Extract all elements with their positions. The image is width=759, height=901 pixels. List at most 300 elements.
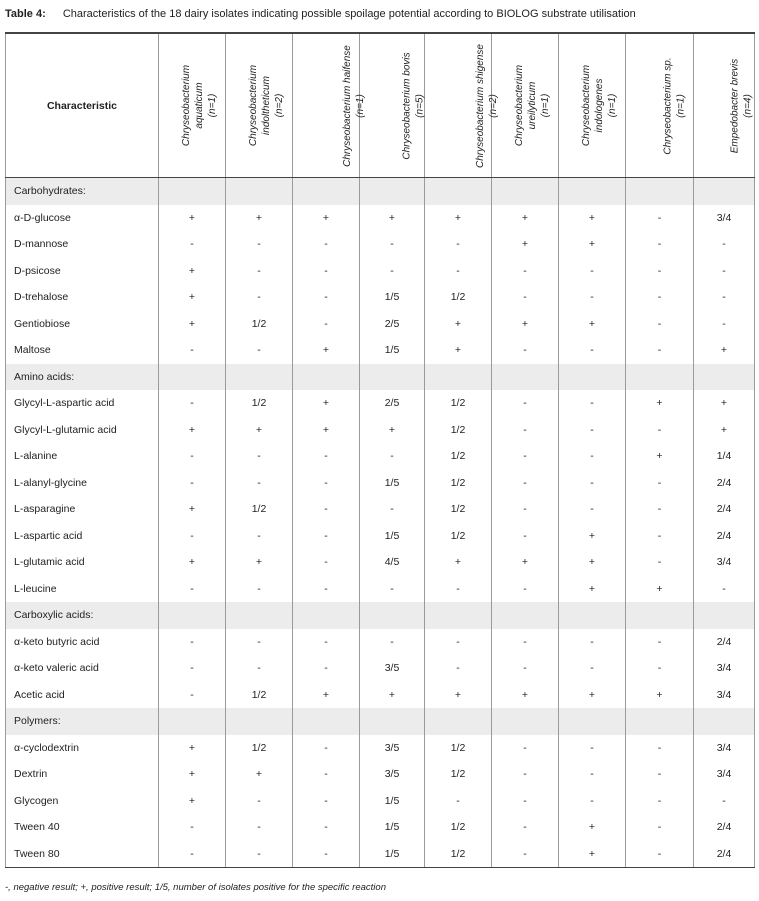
section-blank-cell bbox=[293, 364, 360, 391]
result-cell: - bbox=[694, 311, 755, 338]
result-cell: - bbox=[559, 258, 626, 285]
table-row bbox=[6, 337, 755, 364]
result-cell: 1/4 bbox=[694, 443, 755, 470]
result-cell: - bbox=[492, 576, 559, 603]
result-cell: 3/4 bbox=[694, 655, 755, 682]
result-cell: - bbox=[492, 443, 559, 470]
result-cell: - bbox=[226, 231, 293, 258]
result-cell: 3/4 bbox=[694, 205, 755, 232]
result-cell: - bbox=[293, 655, 360, 682]
result-cell: 2/4 bbox=[694, 470, 755, 497]
result-cell: + bbox=[492, 205, 559, 232]
result-cell: - bbox=[626, 231, 694, 258]
result-cell: - bbox=[159, 337, 226, 364]
result-cell: 3/4 bbox=[694, 761, 755, 788]
result-cell: - bbox=[293, 788, 360, 815]
row-label: Tween 80 bbox=[6, 841, 159, 868]
result-cell: - bbox=[425, 231, 492, 258]
result-cell: - bbox=[492, 841, 559, 868]
result-cell: + bbox=[159, 417, 226, 444]
result-cell: 1/2 bbox=[425, 761, 492, 788]
column-header: Chryseobacterium aquaticum (n=1) bbox=[159, 33, 226, 178]
result-cell: 1/2 bbox=[425, 814, 492, 841]
result-cell: 1/5 bbox=[360, 814, 425, 841]
section-blank-cell bbox=[559, 364, 626, 391]
section-row bbox=[6, 364, 755, 391]
result-cell: - bbox=[559, 470, 626, 497]
section-blank-cell bbox=[293, 602, 360, 629]
result-cell: - bbox=[626, 311, 694, 338]
result-cell: - bbox=[492, 814, 559, 841]
result-cell: + bbox=[559, 576, 626, 603]
result-cell: - bbox=[626, 205, 694, 232]
result-cell: - bbox=[159, 470, 226, 497]
result-cell: + bbox=[559, 231, 626, 258]
result-cell: + bbox=[425, 549, 492, 576]
result-cell: - bbox=[492, 258, 559, 285]
table-row bbox=[6, 205, 755, 232]
result-cell: - bbox=[226, 470, 293, 497]
result-cell: 1/5 bbox=[360, 788, 425, 815]
result-cell: 1/5 bbox=[360, 470, 425, 497]
result-cell: - bbox=[694, 788, 755, 815]
table-row bbox=[6, 284, 755, 311]
result-cell: - bbox=[293, 284, 360, 311]
characteristic-header: Characteristic bbox=[6, 33, 159, 178]
result-cell: - bbox=[159, 629, 226, 656]
row-label: α-keto valeric acid bbox=[6, 655, 159, 682]
result-cell: - bbox=[492, 655, 559, 682]
result-cell: 2/4 bbox=[694, 814, 755, 841]
result-cell: 1/2 bbox=[425, 284, 492, 311]
biolog-table bbox=[5, 32, 755, 868]
result-cell: - bbox=[626, 470, 694, 497]
result-cell: 3/5 bbox=[360, 761, 425, 788]
section-blank-cell bbox=[159, 364, 226, 391]
result-cell: + bbox=[293, 390, 360, 417]
result-cell: - bbox=[226, 576, 293, 603]
result-cell: - bbox=[626, 549, 694, 576]
result-cell: - bbox=[626, 258, 694, 285]
result-cell: - bbox=[293, 576, 360, 603]
section-blank-cell bbox=[559, 602, 626, 629]
row-label: α-D-glucose bbox=[6, 205, 159, 232]
result-cell: - bbox=[293, 311, 360, 338]
result-cell: + bbox=[425, 311, 492, 338]
result-cell: + bbox=[226, 761, 293, 788]
section-blank-cell bbox=[293, 708, 360, 735]
result-cell: - bbox=[694, 576, 755, 603]
result-cell: - bbox=[626, 655, 694, 682]
section-blank-cell bbox=[626, 178, 694, 205]
table-row bbox=[6, 841, 755, 868]
section-blank-cell bbox=[226, 708, 293, 735]
result-cell: - bbox=[626, 814, 694, 841]
result-cell: - bbox=[293, 735, 360, 762]
result-cell: 1/5 bbox=[360, 284, 425, 311]
result-cell: - bbox=[492, 390, 559, 417]
section-title: Amino acids: bbox=[6, 364, 159, 391]
table-row bbox=[6, 258, 755, 285]
section-row bbox=[6, 708, 755, 735]
section-blank-cell bbox=[694, 708, 755, 735]
result-cell: 1/2 bbox=[425, 841, 492, 868]
row-label: Glycyl-L-glutamic acid bbox=[6, 417, 159, 444]
result-cell: + bbox=[293, 337, 360, 364]
result-cell: - bbox=[226, 629, 293, 656]
result-cell: 2/5 bbox=[360, 311, 425, 338]
row-label: Dextrin bbox=[6, 761, 159, 788]
result-cell: + bbox=[694, 417, 755, 444]
column-header: Chryseobacterium sp. (n=1) bbox=[626, 33, 694, 178]
row-label: L-glutamic acid bbox=[6, 549, 159, 576]
result-cell: 1/2 bbox=[226, 311, 293, 338]
result-cell: 1/2 bbox=[226, 496, 293, 523]
result-cell: - bbox=[226, 337, 293, 364]
result-cell: - bbox=[492, 337, 559, 364]
section-blank-cell bbox=[559, 708, 626, 735]
result-cell: + bbox=[159, 284, 226, 311]
section-blank-cell bbox=[694, 178, 755, 205]
result-cell: - bbox=[694, 284, 755, 311]
section-blank-cell bbox=[226, 602, 293, 629]
section-blank-cell bbox=[293, 178, 360, 205]
result-cell: 1/2 bbox=[425, 523, 492, 550]
result-cell: - bbox=[559, 629, 626, 656]
result-cell: 3/4 bbox=[694, 735, 755, 762]
table-row bbox=[6, 576, 755, 603]
result-cell: - bbox=[626, 284, 694, 311]
result-cell: + bbox=[559, 311, 626, 338]
result-cell: + bbox=[492, 682, 559, 709]
result-cell: - bbox=[694, 231, 755, 258]
table-row bbox=[6, 311, 755, 338]
result-cell: + bbox=[559, 549, 626, 576]
row-label: Glycyl-L-aspartic acid bbox=[6, 390, 159, 417]
row-label: Gentiobiose bbox=[6, 311, 159, 338]
result-cell: 1/2 bbox=[425, 417, 492, 444]
row-label: D-psicose bbox=[6, 258, 159, 285]
result-cell: + bbox=[293, 682, 360, 709]
result-cell: - bbox=[559, 390, 626, 417]
section-blank-cell bbox=[425, 708, 492, 735]
result-cell: + bbox=[694, 337, 755, 364]
result-cell: - bbox=[559, 417, 626, 444]
result-cell: - bbox=[559, 443, 626, 470]
section-blank-cell bbox=[492, 364, 559, 391]
section-blank-cell bbox=[360, 178, 425, 205]
table-row bbox=[6, 788, 755, 815]
result-cell: - bbox=[226, 443, 293, 470]
result-cell: - bbox=[492, 629, 559, 656]
result-cell: + bbox=[293, 417, 360, 444]
section-blank-cell bbox=[425, 602, 492, 629]
row-label: Acetic acid bbox=[6, 682, 159, 709]
result-cell: + bbox=[559, 523, 626, 550]
result-cell: + bbox=[360, 682, 425, 709]
result-cell: - bbox=[626, 761, 694, 788]
result-cell: + bbox=[159, 205, 226, 232]
result-cell: 1/2 bbox=[226, 390, 293, 417]
result-cell: + bbox=[492, 311, 559, 338]
row-label: Maltose bbox=[6, 337, 159, 364]
table-row bbox=[6, 761, 755, 788]
row-label: α-keto butyric acid bbox=[6, 629, 159, 656]
result-cell: + bbox=[626, 682, 694, 709]
result-cell: + bbox=[159, 549, 226, 576]
result-cell: + bbox=[559, 841, 626, 868]
result-cell: 1/2 bbox=[425, 470, 492, 497]
section-blank-cell bbox=[492, 602, 559, 629]
result-cell: - bbox=[159, 390, 226, 417]
section-blank-cell bbox=[694, 364, 755, 391]
result-cell: - bbox=[360, 258, 425, 285]
result-cell: + bbox=[159, 735, 226, 762]
table-row bbox=[6, 735, 755, 762]
result-cell: + bbox=[492, 549, 559, 576]
result-cell: - bbox=[425, 788, 492, 815]
result-cell: - bbox=[559, 337, 626, 364]
table-label: Table 4: bbox=[5, 8, 46, 20]
result-cell: 2/4 bbox=[694, 841, 755, 868]
result-cell: 3/5 bbox=[360, 735, 425, 762]
result-cell: 3/4 bbox=[694, 549, 755, 576]
result-cell: + bbox=[492, 231, 559, 258]
table-row bbox=[6, 417, 755, 444]
result-cell: - bbox=[293, 443, 360, 470]
section-blank-cell bbox=[360, 708, 425, 735]
result-cell: - bbox=[626, 337, 694, 364]
table-row bbox=[6, 443, 755, 470]
section-blank-cell bbox=[425, 364, 492, 391]
result-cell: + bbox=[425, 337, 492, 364]
result-cell: - bbox=[293, 231, 360, 258]
result-cell: - bbox=[626, 735, 694, 762]
result-cell: - bbox=[360, 629, 425, 656]
result-cell: - bbox=[492, 788, 559, 815]
row-label: D-mannose bbox=[6, 231, 159, 258]
result-cell: + bbox=[425, 205, 492, 232]
column-header: Chryseobacterium haifense (n=1) bbox=[293, 33, 360, 178]
row-label: Glycogen bbox=[6, 788, 159, 815]
result-cell: - bbox=[293, 841, 360, 868]
result-cell: + bbox=[360, 417, 425, 444]
result-cell: - bbox=[360, 443, 425, 470]
result-cell: - bbox=[559, 284, 626, 311]
result-cell: - bbox=[694, 258, 755, 285]
column-header: Chryseobacterium shigense (n=2) bbox=[425, 33, 492, 178]
result-cell: - bbox=[159, 231, 226, 258]
result-cell: 1/2 bbox=[425, 390, 492, 417]
result-cell: 1/5 bbox=[360, 523, 425, 550]
result-cell: - bbox=[559, 496, 626, 523]
section-row bbox=[6, 602, 755, 629]
section-blank-cell bbox=[492, 708, 559, 735]
result-cell: + bbox=[159, 311, 226, 338]
result-cell: + bbox=[159, 258, 226, 285]
result-cell: - bbox=[293, 629, 360, 656]
result-cell: 2/5 bbox=[360, 390, 425, 417]
result-cell: - bbox=[425, 258, 492, 285]
result-cell: + bbox=[626, 443, 694, 470]
result-cell: + bbox=[559, 205, 626, 232]
section-blank-cell bbox=[626, 364, 694, 391]
result-cell: - bbox=[425, 655, 492, 682]
result-cell: + bbox=[694, 390, 755, 417]
result-cell: 1/2 bbox=[425, 443, 492, 470]
result-cell: - bbox=[293, 523, 360, 550]
result-cell: - bbox=[159, 682, 226, 709]
result-cell: - bbox=[226, 788, 293, 815]
result-cell: - bbox=[626, 496, 694, 523]
table-row bbox=[6, 682, 755, 709]
column-header: Chryseobacterium indoltheticum (n=2) bbox=[226, 33, 293, 178]
result-cell: + bbox=[226, 549, 293, 576]
column-header: Chryseobacterium bovis (n=5) bbox=[360, 33, 425, 178]
column-header: Chryseobacterium ureilyticum (n=1) bbox=[492, 33, 559, 178]
table-caption bbox=[5, 8, 636, 20]
result-cell: 4/5 bbox=[360, 549, 425, 576]
result-cell: - bbox=[492, 496, 559, 523]
result-cell: - bbox=[559, 655, 626, 682]
result-cell: - bbox=[492, 761, 559, 788]
table-body bbox=[6, 178, 755, 868]
result-cell: 2/4 bbox=[694, 629, 755, 656]
result-cell: - bbox=[626, 788, 694, 815]
section-blank-cell bbox=[360, 364, 425, 391]
row-label: Tween 40 bbox=[6, 814, 159, 841]
section-row bbox=[6, 178, 755, 205]
result-cell: - bbox=[159, 841, 226, 868]
result-cell: - bbox=[226, 841, 293, 868]
result-cell: - bbox=[159, 655, 226, 682]
result-cell: 1/5 bbox=[360, 841, 425, 868]
result-cell: - bbox=[159, 576, 226, 603]
result-cell: - bbox=[226, 655, 293, 682]
result-cell: - bbox=[626, 523, 694, 550]
result-cell: - bbox=[159, 443, 226, 470]
result-cell: - bbox=[492, 417, 559, 444]
section-blank-cell bbox=[159, 602, 226, 629]
result-cell: + bbox=[559, 682, 626, 709]
section-blank-cell bbox=[694, 602, 755, 629]
result-cell: - bbox=[293, 496, 360, 523]
result-cell: - bbox=[626, 841, 694, 868]
section-title: Carboxylic acids: bbox=[6, 602, 159, 629]
table-row bbox=[6, 231, 755, 258]
result-cell: + bbox=[159, 788, 226, 815]
section-blank-cell bbox=[360, 602, 425, 629]
header-row bbox=[6, 33, 755, 178]
row-label: L-leucine bbox=[6, 576, 159, 603]
result-cell: - bbox=[226, 284, 293, 311]
result-cell: + bbox=[159, 761, 226, 788]
table-row bbox=[6, 390, 755, 417]
result-cell: + bbox=[425, 682, 492, 709]
result-cell: - bbox=[159, 814, 226, 841]
result-cell: - bbox=[293, 814, 360, 841]
result-cell: 1/2 bbox=[226, 682, 293, 709]
row-label: L-aspartic acid bbox=[6, 523, 159, 550]
result-cell: - bbox=[626, 629, 694, 656]
table-row bbox=[6, 655, 755, 682]
result-cell: 2/4 bbox=[694, 496, 755, 523]
row-label: L-asparagine bbox=[6, 496, 159, 523]
result-cell: - bbox=[226, 523, 293, 550]
table-row bbox=[6, 496, 755, 523]
result-cell: 3/5 bbox=[360, 655, 425, 682]
result-cell: - bbox=[626, 417, 694, 444]
result-cell: - bbox=[425, 576, 492, 603]
section-title: Carbohydrates: bbox=[6, 178, 159, 205]
result-cell: - bbox=[559, 761, 626, 788]
result-cell: + bbox=[226, 205, 293, 232]
table-row bbox=[6, 549, 755, 576]
result-cell: - bbox=[293, 549, 360, 576]
section-title: Polymers: bbox=[6, 708, 159, 735]
table-row bbox=[6, 523, 755, 550]
result-cell: - bbox=[226, 814, 293, 841]
result-cell: 1/2 bbox=[425, 496, 492, 523]
result-cell: + bbox=[626, 576, 694, 603]
result-cell: - bbox=[425, 629, 492, 656]
result-cell: - bbox=[360, 231, 425, 258]
result-cell: - bbox=[293, 470, 360, 497]
column-header: Chryseobacterium indologenes (n=1) bbox=[559, 33, 626, 178]
result-cell: - bbox=[492, 284, 559, 311]
result-cell: - bbox=[226, 258, 293, 285]
section-blank-cell bbox=[226, 364, 293, 391]
result-cell: 1/2 bbox=[425, 735, 492, 762]
result-cell: - bbox=[293, 258, 360, 285]
row-label: D-trehalose bbox=[6, 284, 159, 311]
result-cell: + bbox=[360, 205, 425, 232]
result-cell: - bbox=[559, 735, 626, 762]
result-cell: - bbox=[492, 735, 559, 762]
section-blank-cell bbox=[159, 708, 226, 735]
result-cell: - bbox=[159, 523, 226, 550]
result-cell: - bbox=[559, 788, 626, 815]
result-cell: - bbox=[360, 496, 425, 523]
section-blank-cell bbox=[626, 602, 694, 629]
table-footnote: -, negative result; +, positive result; 1/5, number of isolates positive for the specific reaction bbox=[5, 882, 386, 893]
section-blank-cell bbox=[425, 178, 492, 205]
result-cell: + bbox=[559, 814, 626, 841]
section-blank-cell bbox=[492, 178, 559, 205]
table-title: Characteristics of the 18 dairy isolates indicating possible spoilage potential according to BIOLOG substrate utilisation bbox=[62, 8, 636, 20]
result-cell: 3/4 bbox=[694, 682, 755, 709]
result-cell: - bbox=[492, 523, 559, 550]
table-row bbox=[6, 814, 755, 841]
result-cell: + bbox=[226, 417, 293, 444]
section-blank-cell bbox=[159, 178, 226, 205]
row-label: L-alanine bbox=[6, 443, 159, 470]
result-cell: - bbox=[360, 576, 425, 603]
row-label: L-alanyl-glycine bbox=[6, 470, 159, 497]
row-label: α-cyclodextrin bbox=[6, 735, 159, 762]
section-blank-cell bbox=[226, 178, 293, 205]
table-row bbox=[6, 470, 755, 497]
result-cell: + bbox=[159, 496, 226, 523]
result-cell: + bbox=[293, 205, 360, 232]
section-blank-cell bbox=[626, 708, 694, 735]
section-blank-cell bbox=[559, 178, 626, 205]
result-cell: 1/5 bbox=[360, 337, 425, 364]
table-row bbox=[6, 629, 755, 656]
result-cell: + bbox=[626, 390, 694, 417]
result-cell: 2/4 bbox=[694, 523, 755, 550]
result-cell: - bbox=[293, 761, 360, 788]
